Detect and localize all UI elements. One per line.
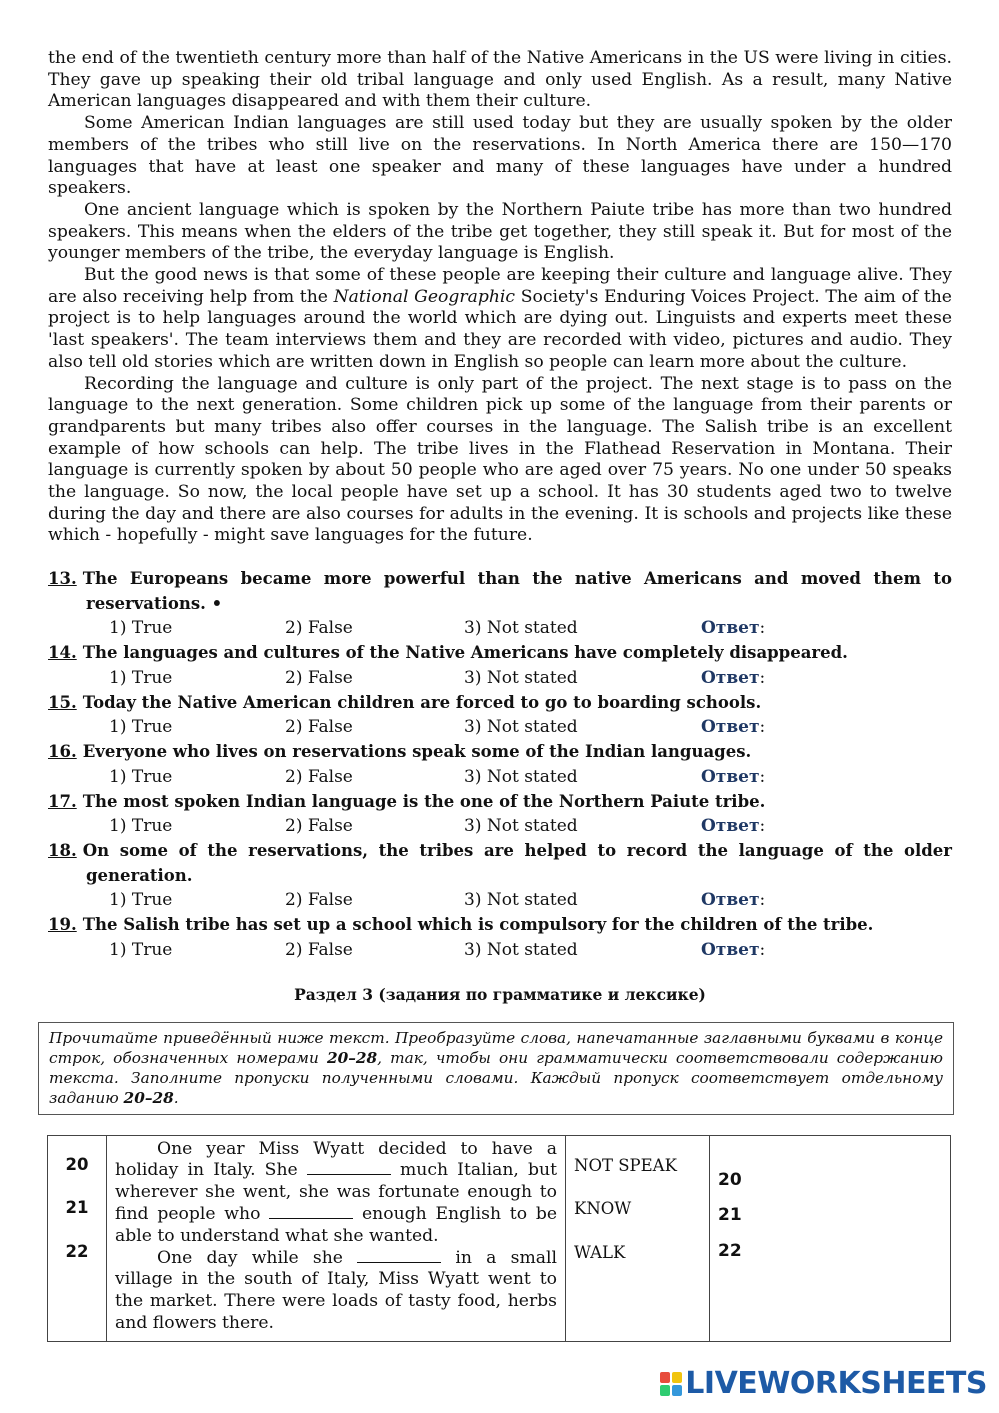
option-not-stated[interactable]: 3) Not stated	[464, 667, 578, 688]
answer-input-17[interactable]	[765, 817, 899, 837]
answer-colon: :	[759, 667, 766, 688]
option-not-stated[interactable]: 3) Not stated	[464, 939, 578, 960]
grammar-task-table	[47, 1135, 951, 1342]
question-number: 18.	[48, 841, 77, 861]
answer-14	[701, 666, 899, 691]
answer-label: Ответ	[701, 890, 760, 911]
answer-18	[701, 888, 899, 913]
worksheet-page	[48, 48, 952, 1342]
gap-20	[307, 1160, 391, 1175]
answer-colon: :	[759, 816, 766, 837]
word-know: KNOW	[574, 1199, 632, 1219]
option-true[interactable]: 1) True	[109, 816, 173, 837]
instr-range-2: 20–28	[123, 1088, 174, 1107]
option-not-stated[interactable]: 3) Not stated	[464, 766, 578, 787]
option-true[interactable]: 1) True	[109, 766, 173, 787]
question-number: 15.	[48, 692, 77, 712]
task-text-column	[107, 1135, 566, 1341]
gap-21	[269, 1204, 353, 1219]
instr-text-3: .	[173, 1088, 179, 1107]
reading-paragraph-5: Recording the language and culture is only part of the project. The next stage is to pass on the language to the next generation. Some children pick up some of the language from their parents or grandparents but many tribes also offer courses in the language. The Salish tribe is an excellent example of how schools can help. The tribe lives in the Flathead Reservation in Montana. Their language is currently spoken by about 50 people who are aged over 75 years. No one under 50 speaks the language. So now, the local people have set up a school. It has 30 students aged two to twelve during the day and there are also courses for adults in the evening. It is schools and projects like these which - hopefully - might save languages for the future.	[48, 373, 952, 546]
option-not-stated[interactable]: 3) Not stated	[464, 890, 578, 911]
answer-colon: :	[759, 766, 766, 787]
answer-13	[701, 616, 899, 641]
question-number: 13.	[48, 569, 77, 589]
answer-colon: :	[759, 717, 766, 738]
answer-input-13[interactable]	[765, 619, 899, 639]
task-text: One day while she	[157, 1247, 358, 1268]
gap-22	[357, 1248, 441, 1263]
option-false[interactable]: 2) False	[285, 766, 353, 787]
logo-text: LIVEWORKSHEETS	[685, 1366, 987, 1401]
options-row-15	[48, 715, 952, 740]
answer-input-20[interactable]	[750, 1171, 904, 1190]
question-text: The Europeans became more powerful than the native Americans and moved them to reservations. •	[82, 569, 952, 613]
task-number-22: 22	[65, 1241, 89, 1261]
reading-paragraph-4	[48, 265, 952, 374]
task-text: One year Miss Wyatt decided to have a holiday in Italy. She	[115, 1138, 557, 1181]
question-18	[48, 839, 952, 888]
answer-input-19[interactable]	[765, 941, 899, 961]
answer-15	[701, 715, 899, 740]
task-text: enough English to be able to understand what she wanted.	[115, 1204, 558, 1246]
answer-16	[701, 765, 899, 790]
task-paragraph-1	[115, 1139, 557, 1248]
answer-input-14[interactable]	[765, 669, 899, 689]
task-text: in a small village in the south of Italy, Miss Wyatt went to the market. There were loads of tasty food, herbs and flowers there.	[115, 1247, 557, 1334]
task-words-column	[566, 1135, 710, 1341]
options-row-14	[48, 666, 952, 691]
option-not-stated[interactable]: 3) Not stated	[464, 618, 578, 639]
logo-mark-icon	[660, 1372, 682, 1396]
question-16	[48, 740, 952, 765]
option-false[interactable]: 2) False	[285, 618, 353, 639]
reading-paragraph-1: the end of the twentieth century more than half of the Native Americans in the US were living in cities. They gave up speaking their old tribal language and only used English. As a result, many Native American languages disappeared and with them their culture.	[48, 48, 952, 112]
answer-label: Ответ	[701, 816, 760, 837]
options-row-19	[48, 938, 952, 963]
liveworksheets-logo	[660, 1366, 987, 1401]
questions-block	[48, 567, 952, 963]
answer-row-20	[718, 1170, 942, 1206]
answer-colon: :	[759, 939, 766, 960]
answer-row-21	[718, 1205, 942, 1241]
question-14	[48, 641, 952, 666]
answer-label: Ответ	[701, 766, 760, 787]
option-false[interactable]: 2) False	[285, 890, 353, 911]
question-text: The most spoken Indian language is the one of the Northern Paiute tribe.	[82, 791, 766, 811]
question-number: 14.	[48, 643, 77, 663]
answer-number: 22	[718, 1240, 742, 1261]
instr-text-1: Прочитайте приведённый ниже текст. Преобразуйте слова, напечатанные заглавными буквами в конце строк, обозначенных номерами	[49, 1028, 943, 1067]
options-row-18	[48, 888, 952, 913]
answer-row-22	[718, 1241, 942, 1277]
task-numbers-column	[48, 1135, 107, 1341]
answer-input-16[interactable]	[765, 768, 899, 788]
question-text: The Salish tribe has set up a school which is compulsory for the children of the tribe.	[82, 915, 874, 935]
options-row-17	[48, 814, 952, 839]
answer-input-22[interactable]	[750, 1242, 904, 1261]
option-true[interactable]: 1) True	[109, 717, 173, 738]
answer-colon: :	[759, 890, 766, 911]
option-false[interactable]: 2) False	[285, 667, 353, 688]
option-true[interactable]: 1) True	[109, 618, 173, 639]
question-text: Everyone who lives on reservations speak some of the Indian languages.	[82, 742, 752, 762]
question-number: 19.	[48, 915, 77, 935]
section-3-title: Раздел 3 (задания по грамматике и лексике)	[294, 984, 706, 1004]
option-true[interactable]: 1) True	[109, 890, 173, 911]
answer-label: Ответ	[701, 667, 760, 688]
question-number: 17.	[48, 791, 77, 811]
option-false[interactable]: 2) False	[285, 939, 353, 960]
task-number-21: 21	[65, 1198, 89, 1218]
answer-input-15[interactable]	[765, 718, 899, 738]
question-text: Today the Native American children are forced to go to boarding schools.	[82, 692, 762, 712]
question-number: 16.	[48, 742, 77, 762]
instr-text-2: , так, чтобы они грамматически соответствовали содержанию текста. Заполните пропуски полученными словами. Каждый пропуск соответствует отдельному заданию	[49, 1048, 943, 1107]
question-17	[48, 790, 952, 815]
answer-input-18[interactable]	[765, 891, 899, 911]
answer-label: Ответ	[701, 618, 760, 639]
word-not-speak: NOT SPEAK	[574, 1155, 677, 1175]
options-row-16	[48, 765, 952, 790]
answer-colon: :	[759, 618, 766, 639]
p4-italic-title: National Geographic	[333, 286, 516, 307]
question-13	[48, 567, 952, 616]
option-not-stated[interactable]: 3) Not stated	[464, 816, 578, 837]
task-answers-column	[710, 1135, 951, 1341]
answer-number: 20	[718, 1169, 742, 1190]
question-15	[48, 691, 952, 716]
option-true[interactable]: 1) True	[109, 667, 173, 688]
option-true[interactable]: 1) True	[109, 939, 173, 960]
word-walk: WALK	[574, 1242, 626, 1262]
answer-label: Ответ	[701, 939, 760, 960]
task-text: much Italian, but wherever she went, she was fortunate enough to find people who	[115, 1160, 557, 1225]
question-19	[48, 913, 952, 938]
p4-text-b: Society's Enduring Voices Project. The aim of the project is to help languages around the world which are dying out. Linguists and experts meet these 'last speakers'. The team interviews them and they are recorded with video, pictures and audio. They also tell old stories which are written down in English so people can learn more about the culture.	[48, 286, 952, 372]
question-text: The languages and cultures of the Native Americans have completely disappeared.	[82, 643, 848, 663]
option-not-stated[interactable]: 3) Not stated	[464, 717, 578, 738]
answer-17	[701, 814, 899, 839]
instructions-box	[38, 1022, 954, 1115]
task-number-20: 20	[65, 1154, 89, 1174]
task-paragraph-2	[115, 1248, 557, 1335]
answer-input-21[interactable]	[750, 1206, 904, 1225]
reading-paragraph-3: One ancient language which is spoken by the Northern Paiute tribe has more than two hundred speakers. This means when the elders of the tribe get together, they still speak it. But for most of the younger members of the tribe, the everyday language is English.	[48, 199, 952, 264]
answer-19	[701, 938, 899, 963]
answer-number: 21	[718, 1205, 742, 1226]
reading-paragraph-2: Some American Indian languages are still used today but they are usually spoken by the older members of the tribes who still live on the reservations. In North America there are 150—170 languages that have at least one speaker and many of these languages have under a hundred speakers.	[48, 113, 952, 199]
instr-range-1: 20–28	[326, 1048, 378, 1067]
p4-text-a: But the good news is that some of these people are keeping their culture and language alive. They are also receiving help from the	[48, 265, 952, 307]
option-false[interactable]: 2) False	[285, 816, 353, 837]
options-row-13	[48, 616, 952, 641]
question-text: On some of the reservations, the tribes are helped to record the language of the older generation.	[82, 841, 952, 885]
option-false[interactable]: 2) False	[285, 717, 353, 738]
answer-label: Ответ	[701, 717, 760, 738]
